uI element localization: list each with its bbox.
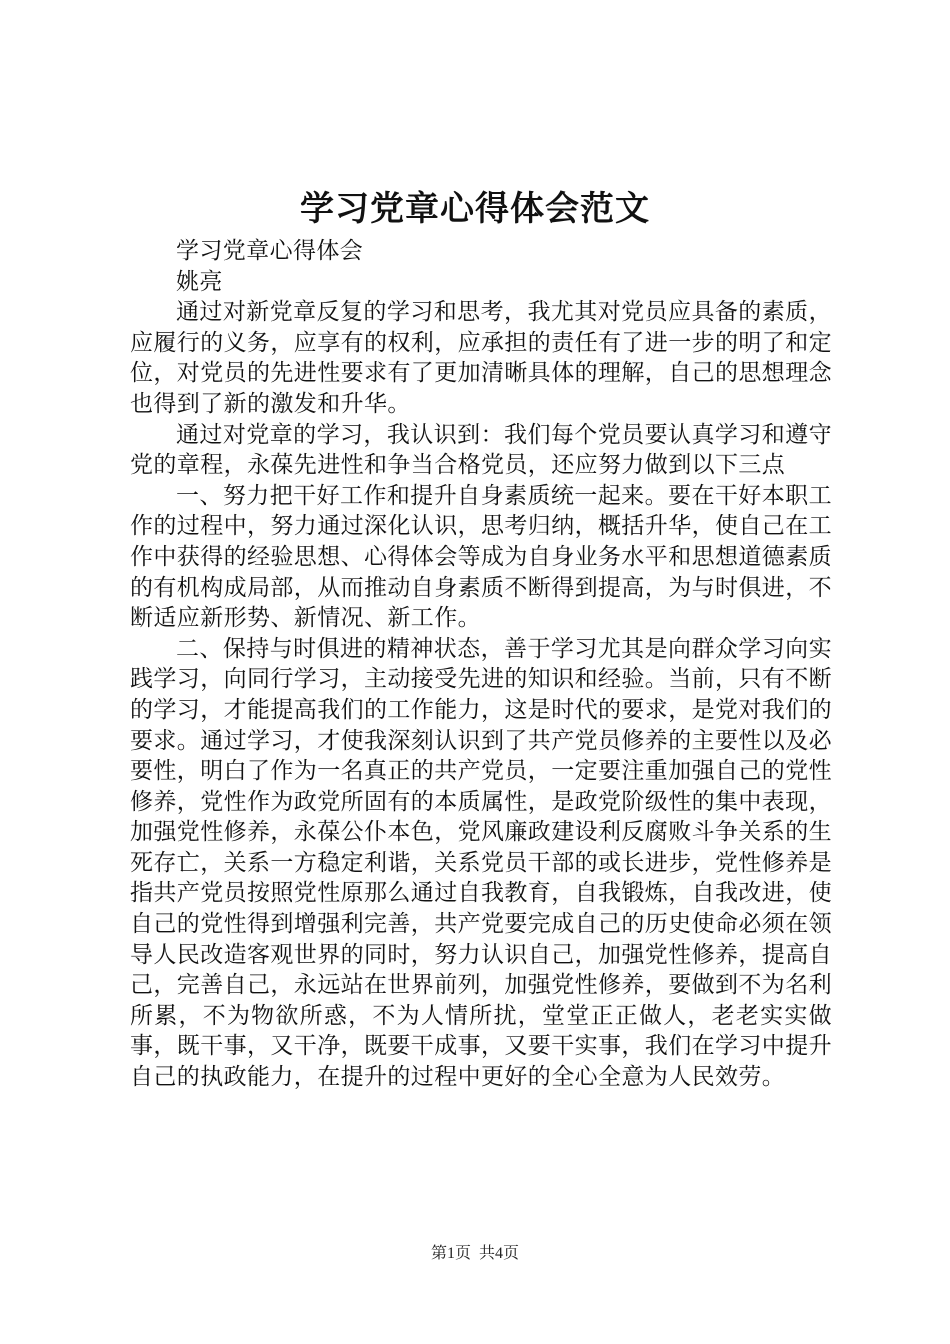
document-title: 学习党章心得体会范文 [300,189,650,229]
page-number: 第1页 [430,1245,471,1262]
body-paragraph: 通过对新党章反复的学习和思考，我尤其对党员应具备的素质，应履行的义务，应享有的权利，应承担的责任有了进一步的明了和定位，对党员的先进性要求有了更加清晰具体的理解，自己的思想理念也得到了新的激发和升华。 [130,299,832,417]
page-total: 共4页 [479,1245,520,1262]
body-paragraph: 一、努力把干好工作和提升自身素质统一起来。要在干好本职工作的过程中，努力通过深化认识，思考归纳，概括升华，使自己在工作中获得的经验思想、心得体会等成为自身业务水平和思想道德素质的有机构成局部，从而推动自身素质不断得到提高，为与时俱进，不断适应新形势、新情况、新工作。 [130,482,832,632]
document-body [130,236,832,1093]
body-paragraph: 二、保持与时俱进的精神状态，善于学习尤其是向群众学习向实践学习，向同行学习，主动接受先进的知识和经验。当前，只有不断的学习，才能提高我们的工作能力，这是时代的要求，是党对我们的要求。通过学习，才使我深刻认识到了共产党员修养的主要性以及必要性，明白了作为一名真正的共产党员，一定要注重加强自己的党性修养，党性作为政党所固有的本质属性，是政党阶级性的集中表现，加强党性修养，永葆公仆本色，党风廉政建设利反腐败斗争关系的生死存亡，关系一方稳定利谐，关系党员干部的或长进步，党性修养是指共产党员按照党性原那么通过自我教育，自我锻炼，自我改进，使自己的党性得到增强利完善，共产党要完成自己的历史使命必须在领导人民改造客观世界的同时，努力认识自己，加强党性修养，提高自己，完善自己，永远站在世界前列，加强党性修养，要做到不为名利所累，不为物欲所惑，不为人情所扰，堂堂正正做人，老老实实做事，既干事，又干净，既要干成事，又要干实事，我们在学习中提升自己的执政能力，在提升的过程中更好的全心全意为人民效劳。 [130,635,832,1091]
body-subtitle: 学习党章心得体会 [176,238,364,264]
page-footer [0,1240,950,1263]
body-paragraph: 通过对党章的学习，我认识到：我们每个党员要认真学习和遵守党的章程，永葆先进性和争当合格党员，还应努力做到以下三点 [130,421,832,479]
body-author: 姚亮 [176,268,223,295]
